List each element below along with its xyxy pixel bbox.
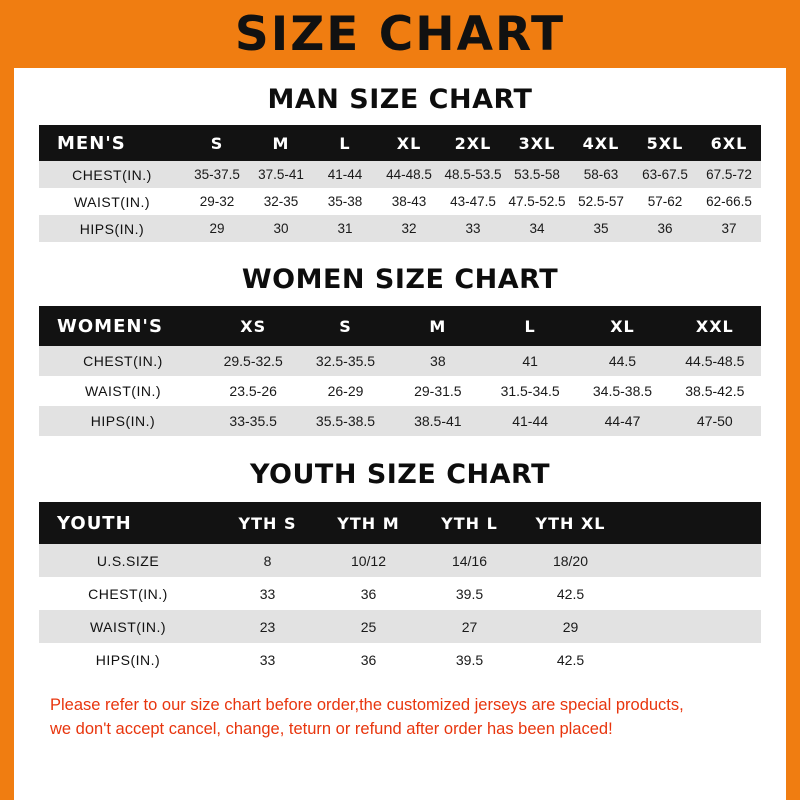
table-row <box>39 406 761 436</box>
cell: 29 <box>185 215 249 242</box>
man-section-title: MAN SIZE CHART <box>267 84 533 115</box>
header-cell-4xl: 4XL <box>569 125 633 161</box>
cell: 29-32 <box>185 188 249 215</box>
cell: 36 <box>633 215 697 242</box>
cell: 47.5-52.5 <box>505 188 569 215</box>
cell: 26-29 <box>299 376 391 406</box>
cell: 37 <box>697 215 761 242</box>
header-cell-2xl: 2XL <box>441 125 505 161</box>
cell: 35-38 <box>313 188 377 215</box>
header-cell-label: WOMEN'S <box>39 306 207 346</box>
table-header-row <box>39 125 761 161</box>
row-label-waist: WAIST(IN.) <box>39 188 185 215</box>
table-row <box>39 376 761 406</box>
cell: 31 <box>313 215 377 242</box>
cell: 38.5-42.5 <box>669 376 761 406</box>
cell: 67.5-72 <box>697 161 761 188</box>
header-cell-s: S <box>185 125 249 161</box>
header-cell-label: MEN'S <box>39 125 185 161</box>
cell: 58-63 <box>569 161 633 188</box>
cell: 41-44 <box>313 161 377 188</box>
cell: 62-66.5 <box>697 188 761 215</box>
man-size-table <box>39 125 761 242</box>
cell: 39.5 <box>419 577 520 610</box>
table-row <box>39 610 761 643</box>
cell: 33 <box>441 215 505 242</box>
notice-line-2: we don't accept cancel, change, teturn or refund after order has been placed! <box>50 719 613 738</box>
cell: 35-37.5 <box>185 161 249 188</box>
header-cell-l: L <box>313 125 377 161</box>
header-cell-xl: XL <box>576 306 668 346</box>
notice-text <box>50 694 750 742</box>
table-row <box>39 577 761 610</box>
cell: 32.5-35.5 <box>299 346 391 376</box>
header-cell-xs: XS <box>207 306 299 346</box>
cell: 32 <box>377 215 441 242</box>
header-cell-yth-s: YTH S <box>217 502 318 544</box>
cell: 41-44 <box>484 406 576 436</box>
cell: 35.5-38.5 <box>299 406 391 436</box>
cell: 35 <box>569 215 633 242</box>
cell: 38 <box>392 346 484 376</box>
cell: 29.5-32.5 <box>207 346 299 376</box>
banner <box>0 0 800 68</box>
youth-section-title: YOUTH SIZE CHART <box>249 459 551 490</box>
cell: 57-62 <box>633 188 697 215</box>
cell: 10/12 <box>318 544 419 577</box>
row-label-hips: HIPS(IN.) <box>39 643 217 676</box>
cell-spacer <box>621 610 761 643</box>
cell: 42.5 <box>520 643 621 676</box>
header-cell-spacer <box>621 502 761 544</box>
table-row <box>39 544 761 577</box>
women-size-table <box>39 306 761 436</box>
chart-content <box>14 84 786 742</box>
cell: 29 <box>520 610 621 643</box>
table-row <box>39 188 761 215</box>
table-row <box>39 215 761 242</box>
row-label-chest: CHEST(IN.) <box>39 346 207 376</box>
cell: 37.5-41 <box>249 161 313 188</box>
cell: 38-43 <box>377 188 441 215</box>
banner-title: SIZE CHART <box>234 6 566 62</box>
row-label-chest: CHEST(IN.) <box>39 577 217 610</box>
cell: 31.5-34.5 <box>484 376 576 406</box>
header-cell-xxl: XXL <box>669 306 761 346</box>
table-header-row <box>39 502 761 544</box>
cell: 8 <box>217 544 318 577</box>
cell: 44-47 <box>576 406 668 436</box>
cell: 25 <box>318 610 419 643</box>
row-label-waist: WAIST(IN.) <box>39 376 207 406</box>
cell: 42.5 <box>520 577 621 610</box>
women-section-title: WOMEN SIZE CHART <box>241 264 559 295</box>
cell-spacer <box>621 577 761 610</box>
cell: 38.5-41 <box>392 406 484 436</box>
cell: 33 <box>217 643 318 676</box>
header-cell-s: S <box>299 306 391 346</box>
row-label-waist: WAIST(IN.) <box>39 610 217 643</box>
table-row <box>39 643 761 676</box>
cell-spacer <box>621 643 761 676</box>
youth-size-table <box>39 502 761 676</box>
header-cell-5xl: 5XL <box>633 125 697 161</box>
header-cell-6xl: 6XL <box>697 125 761 161</box>
cell: 27 <box>419 610 520 643</box>
cell: 33-35.5 <box>207 406 299 436</box>
header-cell-m: M <box>249 125 313 161</box>
header-cell-yth-m: YTH M <box>318 502 419 544</box>
cell: 41 <box>484 346 576 376</box>
cell: 39.5 <box>419 643 520 676</box>
header-cell-l: L <box>484 306 576 346</box>
cell: 14/16 <box>419 544 520 577</box>
cell: 47-50 <box>669 406 761 436</box>
cell: 29-31.5 <box>392 376 484 406</box>
cell: 34.5-38.5 <box>576 376 668 406</box>
cell: 44.5 <box>576 346 668 376</box>
cell: 23.5-26 <box>207 376 299 406</box>
cell: 53.5-58 <box>505 161 569 188</box>
cell: 33 <box>217 577 318 610</box>
row-label-us-size: U.S.SIZE <box>39 544 217 577</box>
cell: 44.5-48.5 <box>669 346 761 376</box>
cell: 48.5-53.5 <box>441 161 505 188</box>
header-cell-xl: XL <box>377 125 441 161</box>
row-label-hips: HIPS(IN.) <box>39 406 207 436</box>
header-cell-yth-xl: YTH XL <box>520 502 621 544</box>
cell: 30 <box>249 215 313 242</box>
cell: 34 <box>505 215 569 242</box>
cell-spacer <box>621 544 761 577</box>
header-cell-m: M <box>392 306 484 346</box>
cell: 36 <box>318 577 419 610</box>
cell: 23 <box>217 610 318 643</box>
table-row <box>39 346 761 376</box>
cell: 52.5-57 <box>569 188 633 215</box>
notice-line-1: Please refer to our size chart before order,the customized jerseys are special products, <box>50 696 684 714</box>
table-row <box>39 161 761 188</box>
table-header-row <box>39 306 761 346</box>
header-cell-yth-l: YTH L <box>419 502 520 544</box>
cell: 44-48.5 <box>377 161 441 188</box>
header-cell-label: YOUTH <box>39 502 217 544</box>
cell: 32-35 <box>249 188 313 215</box>
row-label-chest: CHEST(IN.) <box>39 161 185 188</box>
cell: 18/20 <box>520 544 621 577</box>
header-cell-3xl: 3XL <box>505 125 569 161</box>
cell: 36 <box>318 643 419 676</box>
cell: 63-67.5 <box>633 161 697 188</box>
cell: 43-47.5 <box>441 188 505 215</box>
row-label-hips: HIPS(IN.) <box>39 215 185 242</box>
